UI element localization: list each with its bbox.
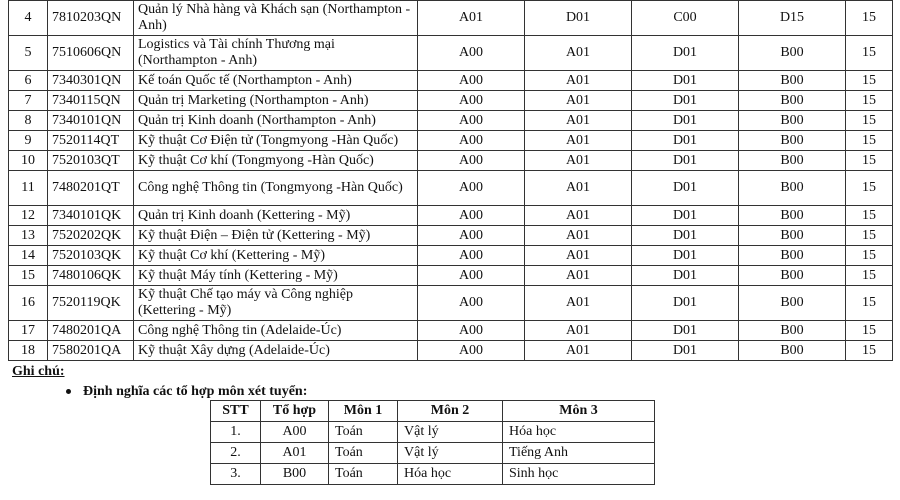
combo-3: D01 [632,71,739,91]
program-code: 7480106QK [48,266,134,286]
row-stt: 17 [9,321,48,341]
combo-header-row [211,401,655,422]
min-score: 15 [846,226,893,246]
combo-4: B00 [739,321,846,341]
table-row [9,226,893,246]
combo-3: D01 [632,341,739,361]
program-name: Kỹ thuật Xây dựng (Adelaide-Úc) [134,341,418,361]
program-code: 7810203QN [48,1,134,36]
table-row [9,71,893,91]
table-row [9,171,893,206]
min-score: 15 [846,151,893,171]
row-stt: 8 [9,111,48,131]
subject-1: Toán [329,464,398,485]
combo-3: D01 [632,206,739,226]
program-name: Công nghệ Thông tin (Adelaide-Úc) [134,321,418,341]
table-row [9,286,893,321]
table-row [9,111,893,131]
combo-code: A00 [261,422,329,443]
program-name: Kế toán Quốc tế (Northampton - Anh) [134,71,418,91]
subject-3: Tiếng Anh [503,443,655,464]
combo-3: D01 [632,321,739,341]
combo-2: A01 [525,226,632,246]
min-score: 15 [846,266,893,286]
program-code: 7480201QA [48,321,134,341]
program-code: 7340101QK [48,206,134,226]
combo-code: B00 [261,464,329,485]
combo-1: A00 [418,171,525,206]
combo-4: B00 [739,151,846,171]
combo-row [211,422,655,443]
row-stt: 14 [9,246,48,266]
subject-1: Toán [329,443,398,464]
row-stt: 5 [9,36,48,71]
combo-1: A00 [418,91,525,111]
combo-4: B00 [739,171,846,206]
combo-header-cell: Môn 3 [503,401,655,422]
combo-2: A01 [525,246,632,266]
combo-3: D01 [632,36,739,71]
combo-code: A01 [261,443,329,464]
combo-1: A00 [418,131,525,151]
program-name: Quản lý Nhà hàng và Khách sạn (Northampton - Anh) [134,1,418,36]
program-code: 7580201QA [48,341,134,361]
bullet-dot-icon [66,389,71,394]
combo-1: A00 [418,321,525,341]
program-code: 7340115QN [48,91,134,111]
combo-4: B00 [739,91,846,111]
row-stt: 9 [9,131,48,151]
table-row [9,1,893,36]
table-row [9,36,893,71]
min-score: 15 [846,36,893,71]
table-row [9,321,893,341]
combo-header-cell: Môn 1 [329,401,398,422]
row-stt: 4 [9,1,48,36]
program-name: Kỹ thuật Cơ khí (Kettering - Mỹ) [134,246,418,266]
table-row [9,131,893,151]
note-title: Ghi chú: [12,364,65,379]
subject-2: Vật lý [398,443,503,464]
combo-4: B00 [739,206,846,226]
combo-header-cell: STT [211,401,261,422]
combo-header-cell: Tổ hợp [261,401,329,422]
combo-4: B00 [739,286,846,321]
row-stt: 10 [9,151,48,171]
min-score: 15 [846,341,893,361]
combo-3: D01 [632,226,739,246]
combo-1: A00 [418,266,525,286]
min-score: 15 [846,171,893,206]
program-code: 7520103QT [48,151,134,171]
combo-1: A00 [418,206,525,226]
row-stt: 12 [9,206,48,226]
combo-1: A00 [418,341,525,361]
combo-definition-bullet [66,384,307,400]
combo-4: B00 [739,246,846,266]
program-name: Quản trị Kinh doanh (Kettering - Mỹ) [134,206,418,226]
combo-4: D15 [739,1,846,36]
combo-stt: 1. [211,422,261,443]
combo-2: A01 [525,171,632,206]
combo-2: A01 [525,286,632,321]
table-row [9,246,893,266]
program-name: Kỹ thuật Máy tính (Kettering - Mỹ) [134,266,418,286]
row-stt: 7 [9,91,48,111]
program-name: Quản trị Kinh doanh (Northampton - Anh) [134,111,418,131]
subject-3: Hóa học [503,422,655,443]
combo-3: D01 [632,246,739,266]
min-score: 15 [846,246,893,266]
combo-4: B00 [739,131,846,151]
combo-4: B00 [739,111,846,131]
subject-3: Sinh học [503,464,655,485]
subject-1: Toán [329,422,398,443]
combo-2: A01 [525,131,632,151]
program-code: 7520119QK [48,286,134,321]
combo-1: A01 [418,1,525,36]
program-code: 7520114QT [48,131,134,151]
combo-4: B00 [739,226,846,246]
min-score: 15 [846,131,893,151]
subject-combination-table [210,400,655,485]
min-score: 15 [846,206,893,226]
combo-1: A00 [418,71,525,91]
combo-1: A00 [418,226,525,246]
program-code: 7520202QK [48,226,134,246]
program-code: 7520103QK [48,246,134,266]
min-score: 15 [846,286,893,321]
combo-3: C00 [632,1,739,36]
combo-3: D01 [632,131,739,151]
min-score: 15 [846,111,893,131]
combo-3: D01 [632,171,739,206]
combo-1: A00 [418,286,525,321]
table-row [9,91,893,111]
program-name: Kỹ thuật Cơ Điện tử (Tongmyong -Hàn Quốc) [134,131,418,151]
combo-3: D01 [632,111,739,131]
program-code: 7480201QT [48,171,134,206]
min-score: 15 [846,321,893,341]
combo-2: A01 [525,36,632,71]
combo-4: B00 [739,71,846,91]
combo-2: A01 [525,341,632,361]
combo-2: A01 [525,206,632,226]
combo-3: D01 [632,286,739,321]
table-row [9,151,893,171]
table-row [9,341,893,361]
program-name: Công nghệ Thông tin (Tongmyong -Hàn Quốc) [134,171,418,206]
combo-4: B00 [739,341,846,361]
subject-2: Vật lý [398,422,503,443]
row-stt: 16 [9,286,48,321]
combo-stt: 2. [211,443,261,464]
combo-1: A00 [418,36,525,71]
program-name: Logistics và Tài chính Thương mại (Northampton - Anh) [134,36,418,71]
row-stt: 11 [9,171,48,206]
row-stt: 15 [9,266,48,286]
min-score: 15 [846,1,893,36]
program-name: Kỹ thuật Chế tạo máy và Công nghiệp (Kettering - Mỹ) [134,286,418,321]
row-stt: 13 [9,226,48,246]
admission-programs-table [8,0,893,361]
combo-4: B00 [739,266,846,286]
combo-2: A01 [525,151,632,171]
table-row [9,266,893,286]
program-name: Quản trị Marketing (Northampton - Anh) [134,91,418,111]
row-stt: 6 [9,71,48,91]
table-row [9,206,893,226]
combo-2: D01 [525,1,632,36]
combo-1: A00 [418,111,525,131]
combo-row [211,443,655,464]
subject-2: Hóa học [398,464,503,485]
program-name: Kỹ thuật Điện – Điện tử (Kettering - Mỹ) [134,226,418,246]
combo-2: A01 [525,71,632,91]
combo-2: A01 [525,321,632,341]
combo-1: A00 [418,246,525,266]
combo-stt: 3. [211,464,261,485]
combo-2: A01 [525,266,632,286]
combo-row [211,464,655,485]
bullet-text: Định nghĩa các tổ hợp môn xét tuyển: [83,384,308,399]
combo-1: A00 [418,151,525,171]
program-code: 7510606QN [48,36,134,71]
combo-2: A01 [525,91,632,111]
combo-header-cell: Môn 2 [398,401,503,422]
combo-3: D01 [632,151,739,171]
row-stt: 18 [9,341,48,361]
program-code: 7340301QN [48,71,134,91]
program-code: 7340101QN [48,111,134,131]
combo-3: D01 [632,266,739,286]
combo-3: D01 [632,91,739,111]
min-score: 15 [846,91,893,111]
combo-2: A01 [525,111,632,131]
min-score: 15 [846,71,893,91]
program-name: Kỹ thuật Cơ khí (Tongmyong -Hàn Quốc) [134,151,418,171]
combo-4: B00 [739,36,846,71]
